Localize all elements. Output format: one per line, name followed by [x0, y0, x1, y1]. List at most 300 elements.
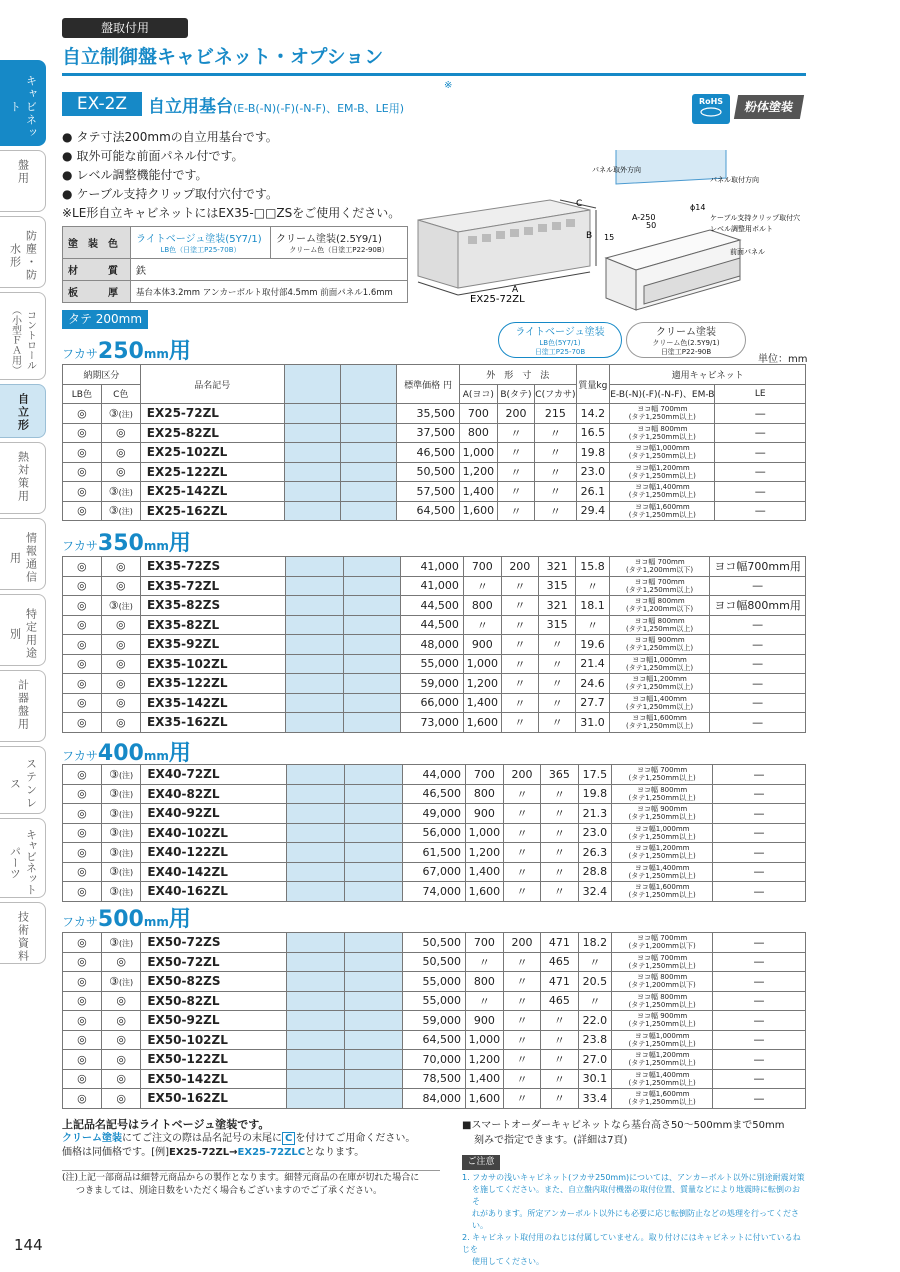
delivery-c [101, 423, 140, 443]
table-row [63, 674, 806, 694]
lb-order-blank [287, 843, 345, 863]
price: 48,000 [400, 635, 463, 655]
spec-color-lb [131, 227, 271, 259]
price: 57,500 [397, 482, 460, 502]
side-tab-dust[interactable] [0, 216, 46, 288]
cr-order-blank [344, 823, 402, 843]
dim-c: 〃 [541, 1030, 578, 1050]
fit-height: (タテ1,250mm以上) [628, 510, 696, 519]
header-lb: LB色 [63, 384, 102, 404]
cr-order-blank [344, 972, 402, 992]
pill-lb-title: ライトベージュ塗装 [515, 327, 605, 338]
dim-c: 315 [538, 615, 575, 635]
table-row [63, 635, 806, 655]
cr-order-blank [343, 713, 400, 733]
page-number: 144 [14, 1236, 43, 1254]
applicable-le: — [713, 1030, 806, 1050]
dim-a: 〃 [465, 952, 503, 972]
dim-c: 〃 [541, 882, 578, 902]
fit-height: (タテ1,250mm以上) [625, 722, 694, 731]
dim-b: 〃 [501, 576, 538, 596]
delivery-c-mark: ③ [109, 935, 119, 949]
mass: 20.5 [578, 972, 612, 992]
feature-item: ● ケーブル支持クリップ取付穴付です。 [62, 185, 400, 204]
caution-heading: ご注意 [462, 1155, 500, 1170]
table-row [63, 423, 806, 443]
lb-order-blank [287, 972, 345, 992]
delivery-c-mark: ◎ [116, 676, 126, 690]
delivery-c-mark: ◎ [116, 618, 126, 632]
fit-height: (タテ1,200mm以下) [628, 981, 696, 990]
dim-a: 1,400 [460, 482, 498, 502]
pill-light-beige [498, 322, 622, 358]
price: 41,000 [400, 576, 463, 596]
applicable-cabinet [610, 423, 715, 443]
side-tab-special[interactable] [0, 594, 46, 666]
dim-b: 〃 [497, 462, 535, 482]
delivery-c-note: (注) [118, 809, 134, 819]
side-tab-label: 技術資料 [16, 911, 30, 963]
applicable-cabinet [609, 615, 709, 635]
dim-c: 〃 [541, 804, 578, 824]
applicable-le: — [713, 1011, 806, 1031]
price: 41,000 [400, 557, 463, 577]
delivery-lb: ◎ [63, 482, 102, 502]
smart-line1: ■スマートオーダーキャビネットなら基台高さ50～500mmまで50mm [462, 1120, 785, 1131]
fit-height: (タテ1,250mm以上) [625, 663, 694, 672]
part-number: EX25-82ZL [140, 423, 284, 443]
fit-height: (タテ1,250mm以上) [625, 585, 694, 594]
applicable-le: — [713, 1069, 806, 1089]
depth-heading-depth: 400 [97, 741, 144, 766]
dim-a: 1,200 [465, 843, 503, 863]
side-tab-heat[interactable] [0, 442, 46, 514]
depth-heading-depth: 250 [97, 339, 144, 364]
delivery-c [101, 674, 140, 694]
delivery-c [101, 823, 140, 843]
part-number: EX50-162ZL [141, 1089, 287, 1109]
lb-order-blank [287, 1030, 345, 1050]
fit-height: (タテ1,250mm以上) [625, 624, 694, 633]
fit-height: (タテ1,250mm以上) [628, 832, 696, 841]
fit-width: ヨコ幅1,000mm [634, 444, 690, 453]
asterisk-mark: ※ [444, 80, 453, 91]
delivery-lb: ◎ [63, 423, 102, 443]
dim-c: 〃 [541, 1050, 578, 1070]
footer-order-note [62, 1118, 440, 1160]
table-row [63, 952, 806, 972]
price: 64,500 [402, 1030, 465, 1050]
caution-1c: れがあります。所定アンカーボルト以外にも必要に応じ転倒防止などの処理を行ってください。 [472, 1209, 800, 1230]
dim-a: 800 [465, 972, 503, 992]
table-row [63, 784, 806, 804]
applicable-le: — [713, 972, 806, 992]
fit-height: (タテ1,250mm以上) [628, 1059, 696, 1068]
fit-width: ヨコ幅1,000mm [634, 1031, 690, 1040]
table-row [63, 501, 806, 521]
delivery-c-note: (注) [118, 601, 133, 611]
base-diagram [410, 150, 806, 320]
depth-heading-mm: mm [143, 915, 169, 929]
fit-width: ヨコ幅 800mm [637, 785, 688, 794]
dim-c: 471 [541, 933, 578, 953]
delivery-c [101, 576, 140, 596]
dim-c: 215 [535, 404, 576, 424]
dim-b: 〃 [503, 972, 540, 992]
part-number: EX50-72ZS [141, 933, 287, 953]
dim-b: 〃 [501, 635, 538, 655]
lb-order-blank [287, 991, 345, 1011]
lb-order-blank [287, 1069, 345, 1089]
dim-c: 〃 [538, 674, 575, 694]
price: 59,000 [402, 1011, 465, 1031]
rohs-icon [692, 94, 730, 124]
side-tab-stainless[interactable] [0, 746, 46, 814]
dim-c: 365 [541, 765, 578, 785]
depth-heading-mm: mm [143, 539, 169, 553]
dim-b: 〃 [503, 991, 540, 1011]
delivery-c-mark: ◎ [116, 579, 126, 593]
delivery-lb: ◎ [63, 882, 102, 902]
dim-b: 〃 [503, 882, 540, 902]
delivery-c-mark: ③ [109, 767, 119, 781]
fit-width: ヨコ幅 800mm [637, 973, 688, 982]
part-number: EX25-142ZL [140, 482, 284, 502]
page-title: 自立制御盤キャビネット・オプション [62, 46, 384, 68]
mass: 27.0 [578, 1050, 612, 1070]
price: 44,500 [400, 615, 463, 635]
table-row [63, 1050, 806, 1070]
cr-order-blank [343, 674, 400, 694]
dim-c: 〃 [541, 823, 578, 843]
label-level: レベル調整用ボルト [710, 225, 773, 233]
dim-b: 〃 [501, 693, 538, 713]
delivery-c-note: (注) [118, 887, 134, 897]
dim-c: 〃 [535, 501, 576, 521]
dim-b: 〃 [501, 654, 538, 674]
fit-height: (タテ1,250mm以上) [628, 1098, 696, 1107]
depth-heading-depth: 500 [97, 907, 144, 932]
pill-cr-sub2: 日塗工P22-90B [660, 348, 712, 356]
delivery-c-mark: ③ [109, 787, 119, 801]
side-tab-meter[interactable] [0, 670, 46, 742]
applicable-cabinet [609, 635, 709, 655]
table-row [63, 443, 806, 463]
label-remove: パネル取外方向 [592, 166, 641, 174]
part-number: EX50-82ZL [141, 991, 287, 1011]
depth-heading-yo: 用 [168, 907, 191, 932]
dim-a: 1,600 [465, 882, 503, 902]
fit-height: (タテ1,250mm以上) [628, 813, 696, 822]
lb-order-blank [286, 576, 343, 596]
dim-b: 〃 [503, 1089, 540, 1109]
cr-order-blank [343, 596, 400, 616]
mass: 32.4 [578, 882, 612, 902]
lb-order-blank [286, 557, 343, 577]
applicable-le: ヨコ幅700mm用 [710, 557, 806, 577]
cr-order-blank [340, 462, 396, 482]
price: 61,500 [402, 843, 465, 863]
price: 78,500 [402, 1069, 465, 1089]
applicable-cabinet [612, 1069, 713, 1089]
delivery-lb: ◎ [63, 1011, 102, 1031]
spec-material: 鉄 [131, 259, 408, 281]
lb-order-blank [286, 674, 343, 694]
lb-order-blank [287, 784, 345, 804]
fit-height: (タテ1,250mm以上) [628, 1020, 696, 1029]
delivery-c-mark: ◎ [116, 955, 126, 969]
price: 46,500 [402, 784, 465, 804]
dim-a: 1,200 [460, 462, 498, 482]
fit-height: (タテ1,250mm以上) [625, 702, 694, 711]
header-c: C色 [101, 384, 140, 404]
table-row [63, 404, 806, 424]
dim-a: 700 [465, 765, 503, 785]
fit-width: ヨコ幅 700mm [634, 577, 685, 586]
spec-table [62, 226, 408, 303]
part-number: EX40-102ZL [141, 823, 287, 843]
tate-badge: タテ 200mm [62, 310, 148, 329]
dim-a: 1,400 [463, 693, 501, 713]
price: 49,000 [402, 804, 465, 824]
applicable-le: — [715, 482, 806, 502]
fit-height: (タテ1,250mm以上) [628, 432, 696, 441]
table-row [63, 557, 806, 577]
lb-order-blank [286, 654, 343, 674]
mass: 23.8 [578, 1030, 612, 1050]
side-tab-tech[interactable] [0, 902, 46, 964]
table-row [63, 1011, 806, 1031]
delivery-c [101, 933, 140, 953]
label-panel: 前面パネル [730, 248, 765, 256]
dim-c: 〃 [535, 482, 576, 502]
delivery-c-mark: ③ [109, 884, 119, 898]
feature-item: ● 取外可能な前面パネル付です。 [62, 147, 400, 166]
delivery-c-mark: ③ [108, 598, 119, 612]
footer-line2-end: を付けてご用命ください。 [295, 1133, 416, 1144]
dim-a: 900 [465, 804, 503, 824]
delivery-lb: ◎ [63, 972, 102, 992]
header-dims: 外 形 寸 法 [460, 365, 576, 385]
depth-heading-yo: 用 [168, 339, 191, 364]
table-row [63, 462, 806, 482]
fit-width: ヨコ幅1,400mm [634, 483, 690, 492]
cr-order-blank [344, 765, 402, 785]
dim-a: 1,400 [465, 862, 503, 882]
delivery-lb: ◎ [63, 462, 102, 482]
delivery-c [101, 882, 140, 902]
delivery-lb: ◎ [63, 784, 102, 804]
mass: 〃 [576, 576, 610, 596]
side-tab-label: コントロール（小型ＦＡ用） [9, 305, 36, 375]
delivery-c [101, 501, 140, 521]
lb-order-blank [287, 1011, 345, 1031]
applicable-le: — [713, 1089, 806, 1109]
side-tab-cabinet[interactable] [0, 60, 46, 146]
delivery-c-mark: ◎ [115, 426, 126, 440]
part-number: EX50-72ZL [141, 952, 287, 972]
table-row [63, 862, 806, 882]
depth-heading [62, 736, 191, 767]
table-row [63, 615, 806, 635]
depth-heading-prefix: フカサ [62, 749, 98, 763]
mass: 16.5 [576, 423, 610, 443]
applicable-le: — [715, 501, 806, 521]
dim-c: C [576, 199, 583, 209]
applicable-cabinet [612, 804, 713, 824]
delivery-lb: ◎ [63, 933, 102, 953]
dim-b: 〃 [503, 1011, 540, 1031]
side-tab-label: 熱対策用 [16, 451, 30, 503]
part-number: EX35-82ZL [140, 615, 285, 635]
dim-b: B [586, 231, 593, 241]
caution-text [462, 1172, 806, 1268]
side-tab-label: 特定用途別 [8, 608, 38, 660]
footer-example-from: EX25-72ZL→ [169, 1147, 238, 1158]
caution-2a: 2. キャビネット取付用のねじは付属していません。取り付けにはキャビネットに付いているねじを [462, 1233, 801, 1254]
applicable-le: — [713, 765, 806, 785]
dim-c: 〃 [541, 1069, 578, 1089]
mass: 24.6 [576, 674, 610, 694]
fit-width: ヨコ幅 800mm [637, 424, 688, 433]
part-number: EX35-162ZL [140, 713, 285, 733]
cr-order-blank [344, 843, 402, 863]
fit-width: ヨコ幅1,000mm [632, 655, 687, 664]
dim-a: 700 [463, 557, 501, 577]
cr-order-blank [344, 1089, 402, 1109]
part-number: EX40-72ZL [141, 765, 287, 785]
spec-color-cr-text: クリーム塗装(2.5Y9/1) [276, 234, 382, 245]
dim-c: 321 [538, 557, 575, 577]
depth-heading [62, 902, 191, 933]
delivery-c-mark: ◎ [116, 1091, 126, 1105]
fit-height: (タテ1,250mm以上) [625, 683, 694, 692]
mass: 28.8 [578, 862, 612, 882]
applicable-cabinet [612, 1011, 713, 1031]
part-number: EX50-102ZL [141, 1030, 287, 1050]
delivery-c [101, 784, 140, 804]
cr-order-blank [340, 423, 396, 443]
applicable-le: — [710, 713, 806, 733]
fit-height: (タテ1,250mm以上) [628, 793, 696, 802]
applicable-cabinet [612, 1050, 713, 1070]
header-a: A(ヨコ) [460, 384, 498, 404]
side-tab-jiritsu[interactable] [0, 384, 46, 438]
dim-b: 〃 [497, 443, 535, 463]
side-tab-ban[interactable] [0, 150, 46, 212]
delivery-c [101, 462, 140, 482]
side-tab-control[interactable] [0, 292, 46, 380]
price: 59,000 [400, 674, 463, 694]
cr-order-blank [344, 933, 402, 953]
price: 50,500 [402, 952, 465, 972]
table-row [63, 804, 806, 824]
delivery-c-note: (注) [118, 938, 134, 948]
category-badge: 盤取付用 [62, 18, 188, 38]
spec-thickness-label: 板 厚 [63, 281, 131, 303]
delivery-c-note: (注) [118, 409, 133, 419]
applicable-le: — [715, 423, 806, 443]
cr-order-blank [340, 482, 396, 502]
fit-height: (タテ1,250mm以上) [628, 491, 696, 500]
lb-order-blank [287, 933, 345, 953]
applicable-cabinet [609, 576, 709, 596]
side-tab-label: ステンレス [8, 758, 38, 810]
feature-list [62, 128, 400, 223]
cr-order-blank [343, 557, 400, 577]
delivery-lb: ◎ [63, 615, 102, 635]
product-name [148, 92, 404, 117]
mass: 14.2 [576, 404, 610, 424]
table-row [63, 1030, 806, 1050]
label-phi14: ϕ14 [690, 203, 706, 212]
depth-heading-yo: 用 [168, 531, 191, 556]
part-number: EX25-122ZL [140, 462, 284, 482]
header-mass: 質量kg [576, 365, 610, 404]
applicable-cabinet [612, 862, 713, 882]
mass: 18.1 [576, 596, 610, 616]
applicable-le: — [713, 933, 806, 953]
fit-width: ヨコ幅1,400mm [634, 863, 690, 872]
table-row [63, 576, 806, 596]
delivery-c [101, 1069, 140, 1089]
depth-heading-prefix: フカサ [62, 915, 98, 929]
header-b: B(タテ) [497, 384, 535, 404]
part-number: EX50-122ZL [141, 1050, 287, 1070]
table-row [63, 1069, 806, 1089]
footer-line3-end: となります。 [305, 1147, 365, 1158]
fit-width: ヨコ幅1,200mm [634, 1051, 690, 1060]
mass: 17.5 [578, 765, 612, 785]
fit-height: (タテ1,250mm以上) [628, 1039, 696, 1048]
side-tab-info[interactable] [0, 518, 46, 590]
fit-height: (タテ1,200mm以下) [625, 605, 694, 614]
delivery-c [101, 1050, 140, 1070]
delivery-c-note: (注) [118, 770, 134, 780]
lb-order-blank [286, 693, 343, 713]
side-tab-parts[interactable] [0, 818, 46, 898]
side-tab-label: キャビネット パーツ [8, 829, 38, 895]
fit-width: ヨコ幅 800mm [637, 992, 688, 1001]
dim-a: 800 [463, 596, 501, 616]
delivery-c-mark: ◎ [116, 657, 126, 671]
applicable-le: — [710, 693, 806, 713]
table-row [63, 991, 806, 1011]
dim-a: 1,000 [465, 1030, 503, 1050]
delivery-lb: ◎ [63, 823, 102, 843]
part-number: EX50-82ZS [141, 972, 287, 992]
cr-order-blank [340, 404, 396, 424]
delivery-lb: ◎ [63, 713, 102, 733]
mass: 22.0 [578, 1011, 612, 1031]
delivery-c [101, 443, 140, 463]
price: 50,500 [397, 462, 460, 482]
dim-b: 〃 [501, 596, 538, 616]
delivery-lb: ◎ [63, 843, 102, 863]
fit-height: (タテ1,250mm以上) [628, 1000, 696, 1009]
caution-1b: を施してください。また、自立盤内取付機器の取付位置、質量などにより地震時に転倒のおそ [472, 1185, 800, 1206]
delivery-lb: ◎ [63, 596, 102, 616]
fit-width: ヨコ幅 700mm [637, 953, 688, 962]
cr-order-blank [344, 804, 402, 824]
lb-order-blank [287, 882, 345, 902]
lb-order-blank [287, 765, 345, 785]
dim-a: 900 [465, 1011, 503, 1031]
delivery-c [101, 713, 140, 733]
part-number: EX25-72ZL [140, 404, 284, 424]
mass: 19.8 [578, 784, 612, 804]
fit-width: ヨコ幅 900mm [637, 1012, 688, 1021]
